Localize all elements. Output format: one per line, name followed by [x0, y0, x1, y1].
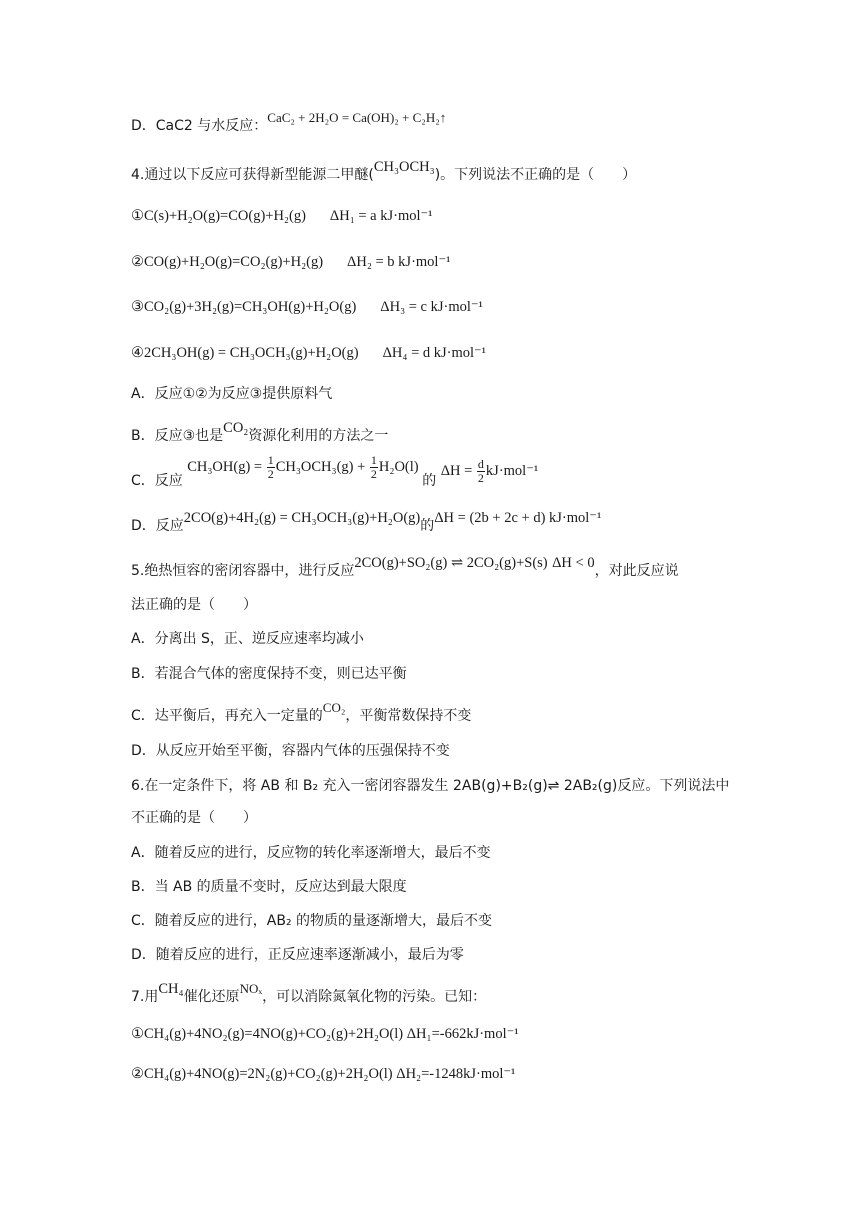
q4-option-c-eq-left: CH₃OH(g) = [187, 459, 263, 475]
q4-option-c-equation [187, 453, 422, 482]
q5-option-b: B．若混合气体的密度保持不变，则已达平衡 [131, 666, 407, 682]
q4-option-c-fraction-1: $\frac{1}{2}$ [267, 453, 274, 482]
q4-option-c-eq-mid: CH₃OCH₃(g) + [275, 459, 366, 475]
q7-reaction-2: ②CH₄(g)+4NO(g)=2N₂(g)+CO₂(g)+2H₂O(l) ΔH₂=-1248kJ·mol⁻¹ [131, 1066, 516, 1082]
q4-option-d-equation: 2CO(g)+4H₂(g) = CH₃OCH₃(g)+H₂O(g) [183, 510, 421, 526]
q4-formula: CH₃OCH₃ [373, 159, 435, 175]
q4-option-b-formula: CO₂ [223, 420, 249, 436]
q3-option-d-text: D．CaC2 与水反应： [131, 118, 268, 134]
q5-option-a: A．分离出 S，正、逆反应速率均减小 [131, 631, 364, 647]
q4-reaction-1-equation: ①C(s)+H₂O(g)=CO(g)+H₂(g) [131, 208, 306, 224]
q4-reaction-3-equation: ③CO₂(g)+3H₂(g)=CH₃OH(g)+H₂O(g) [131, 299, 357, 315]
q5-option-c-pre: C．达平衡后，再充入一定量的 [131, 708, 323, 724]
q4-option-d-mid: 的 [420, 518, 435, 534]
q4-stem-text-b: )。下列说法不正确的是（ ） [434, 167, 637, 183]
q5-stem-text-b: ，对此反应说 [594, 563, 679, 579]
q4-option-b [131, 420, 389, 447]
q5-stem-text-a: 5.绝热恒容的密闭容器中，进行反应 [131, 563, 355, 579]
q4-option-c-dh-fraction: $\frac{d}{2}$ [477, 457, 484, 486]
q4-option-c-enthalpy: ΔH = $\frac{d}{2}$ kJ·mol⁻¹ [440, 457, 539, 486]
q4-reaction-3-enthalpy: ΔH₃ = c kJ·mol⁻¹ [380, 299, 483, 315]
q4-reaction-2-equation: ②CO(g)+H₂O(g)=CO₂(g)+H₂(g) [131, 254, 324, 270]
q4-reaction-2 [131, 251, 450, 273]
q4-option-d [131, 510, 601, 532]
q4-option-c-mid: 的 [422, 473, 437, 489]
q4-option-b-post: 资源化利用的方法之一 [248, 428, 389, 444]
q7-formula-b: NOₓ [239, 981, 263, 996]
q5-option-d: D．从反应开始至平衡，容器内气体的压强保持不变 [131, 743, 450, 759]
q5-option-c-post: ，平衡常数保持不变 [345, 708, 472, 724]
q4-stem-text-a: 4.通过以下反应可获得新型能源二甲醚( [131, 167, 374, 183]
q4-option-c-pre: C．反应 [131, 473, 183, 489]
q5-stem-cont: 法正确的是（ ） [131, 597, 257, 613]
q4-reaction-2-enthalpy: ΔH₂ = b kJ·mol⁻¹ [347, 254, 451, 270]
q4-option-c-fraction-2: $\frac{1}{2}$ [370, 453, 377, 482]
q4-reaction-4-equation: ④2CH₃OH(g) = CH₃OCH₃(g)+H₂O(g) [131, 345, 359, 361]
q4-option-d-pre: D．反应 [131, 518, 184, 534]
q6-option-c: C．随着反应的进行，AB₂ 的物质的量逐渐增大，最后不变 [131, 913, 493, 929]
q3-option-d-equation: CaC₂ + 2H₂O = Ca(OH)₂ + C₂H₂↑ [267, 110, 447, 125]
q7-formula-a: CH₄ [158, 981, 184, 997]
q6-option-d: D．随着反应的进行，正反应速率逐渐减小，最后为零 [131, 947, 464, 963]
q4-stem [131, 159, 637, 186]
q4-reaction-3 [131, 296, 483, 318]
q3-option-d [131, 110, 447, 137]
q6-stem: 6.在一定条件下，将 AB 和 B₂ 充入一密闭容器发生 2AB(g)+B₂(g)⇌ 2AB₂(g)反应。下列说法中 [131, 778, 730, 794]
q4-reaction-4 [131, 342, 486, 364]
q4-option-b-pre: B．反应③也是 [131, 428, 224, 444]
q4-reaction-1-enthalpy: ΔH₁ = a kJ·mol⁻¹ [329, 208, 433, 224]
q6-option-a: A．随着反应的进行，反应物的转化率逐渐增大，最后不变 [131, 845, 491, 861]
q7-stem [131, 981, 487, 1008]
q4-reaction-1 [131, 205, 433, 227]
q4-option-c-eq-right: H₂O(l) [378, 459, 419, 475]
q4-reaction-4-enthalpy: ΔH₄ = d kJ·mol⁻¹ [382, 345, 487, 361]
q4-option-c [131, 453, 539, 490]
q5-stem [131, 555, 679, 582]
q5-option-c-formula: CO₂ [322, 700, 346, 715]
q7-stem-text-c: ，可以消除氮氧化物的污染。已知： [262, 989, 487, 1005]
q5-enthalpy: ΔH < 0 [552, 555, 595, 571]
q4-option-a: A．反应①②为反应③提供原料气 [131, 386, 333, 402]
q6-option-b: B．当 AB 的质量不变时，反应达到最大限度 [131, 879, 407, 895]
q7-stem-text-b: 催化还原 [183, 989, 240, 1005]
q7-stem-text-a: 7.用 [131, 989, 159, 1005]
q7-reaction-1: ①CH₄(g)+4NO₂(g)=4NO(g)+CO₂(g)+2H₂O(l) ΔH₁=-662kJ·mol⁻¹ [131, 1026, 519, 1042]
q5-equation: 2CO(g)+SO₂(g) ⇌ 2CO₂(g)+S(s) [354, 555, 548, 571]
q4-option-d-enthalpy: ΔH = (2b + 2c + d) kJ·mol⁻¹ [434, 510, 602, 526]
q5-option-c [131, 700, 472, 727]
q6-stem-cont: 不正确的是（ ） [131, 810, 257, 826]
